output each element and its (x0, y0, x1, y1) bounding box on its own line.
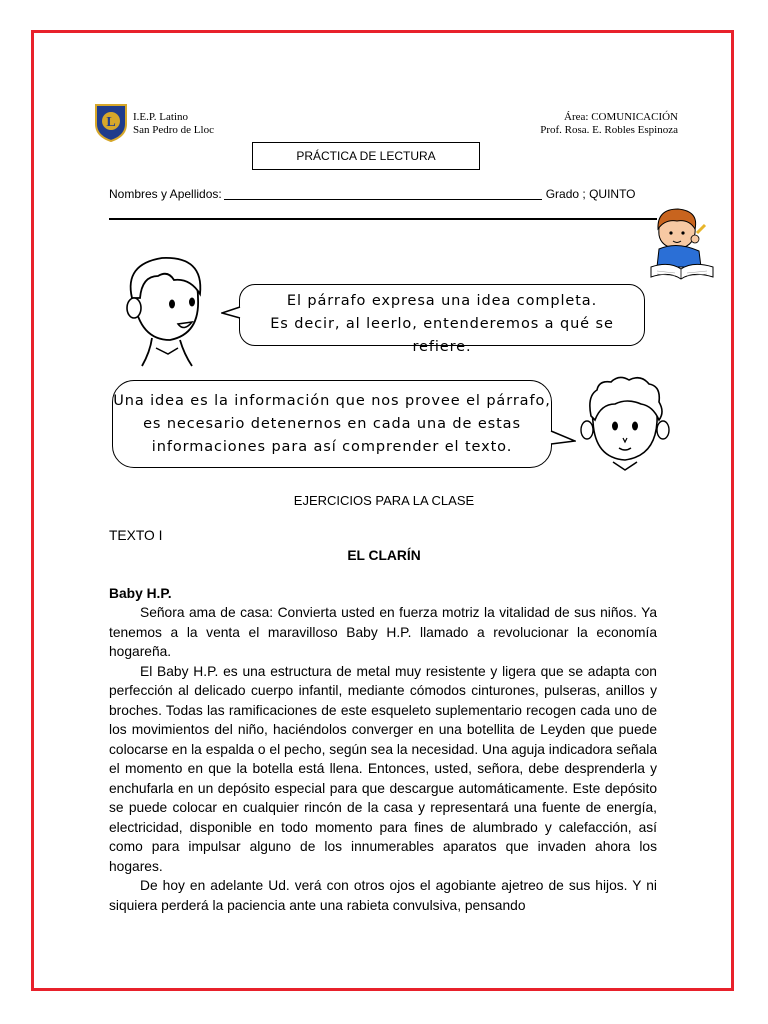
school-name: I.E.P. Latino (133, 111, 188, 123)
bubble-line: informaciones para así comprender el texto. (151, 439, 513, 455)
page-title: PRÁCTICA DE LECTURA (252, 142, 480, 170)
bubble-tail (550, 428, 576, 448)
bubble-line: Es decir, al leerlo, entenderemos a qué se refiere. (270, 316, 614, 355)
names-label: Nombres y Apellidos: (109, 187, 222, 201)
reading-child-illustration (645, 205, 717, 281)
teacher-name: Prof. Rosa. E. Robles Espinoza (540, 124, 678, 136)
grade-label: Grado ; QUINTO (545, 187, 636, 201)
paragraph: De hoy en adelante Ud. verá con otros ojos el agobiante ajetreo de sus hijos. Y ni siquiera perderá la paciencia ante una rabieta convulsiva, pensando (109, 878, 657, 913)
school-logo (93, 102, 129, 142)
names-blank[interactable] (224, 199, 542, 200)
boy-illustration (112, 254, 222, 370)
student-line (109, 187, 649, 201)
school-info (133, 111, 214, 137)
divider (109, 218, 657, 220)
bubble-tail (221, 305, 241, 321)
bubble-line: Una idea es la información que nos provee el párrafo, (113, 393, 551, 409)
text-label: TEXTO I (109, 528, 163, 543)
area-label: Área: COMUNICACIÓN (564, 111, 678, 123)
story-subtitle: Baby H.P. (109, 586, 172, 601)
school-location: San Pedro de Lloc (133, 124, 214, 136)
bubble-line: es necesario detenernos en cada una de estas (143, 416, 521, 432)
course-info (540, 111, 678, 137)
text-title: EL CLARÍN (347, 548, 421, 563)
curly-haired-boy-illustration (575, 372, 675, 476)
svg-text:L: L (106, 115, 116, 130)
story-text (109, 603, 657, 915)
paragraph: El Baby H.P. es una estructura de metal muy resistente y ligera que se adapta con perfección al delicado cuerpo infantil, mediante cómodos cinturones, pulseras, anillos y broches. Todas las ramificaciones de este esqueleto suplementario recogen cada uno de los movimientos del niño, haciéndolos converger en una botellita de Leyden que puede colocarse en la espalda o el pecho, según sea la necesidad. Una aguja indicadora señala el momento en que la botella está llena. Entonces, usted, señora, debe desprenderla y enchufarla en un depósito especial para que descargue automáticamente. Este depósito se puede colocar en cualquier rincón de la casa y representará una fuente de energía, electricidad, disponible en todo momento para fines de alumbrado y calefacción, así como para impulsar alguno de los innumerables aparatos que invaden ahora los hogares. (109, 663, 657, 874)
bubble-line: El párrafo expresa una idea completa. (286, 293, 598, 309)
paragraph: Señora ama de casa: Convierta usted en fuerza motriz la vitalidad de sus niños. Ya tenemos a la venta el maravilloso Baby H.P. llamado a revolucionar la economía hogareña. (109, 605, 657, 659)
section-title: EJERCICIOS PARA LA CLASE (293, 493, 475, 508)
speech-bubble-paragraph (239, 284, 645, 355)
speech-bubble-idea (112, 380, 552, 468)
